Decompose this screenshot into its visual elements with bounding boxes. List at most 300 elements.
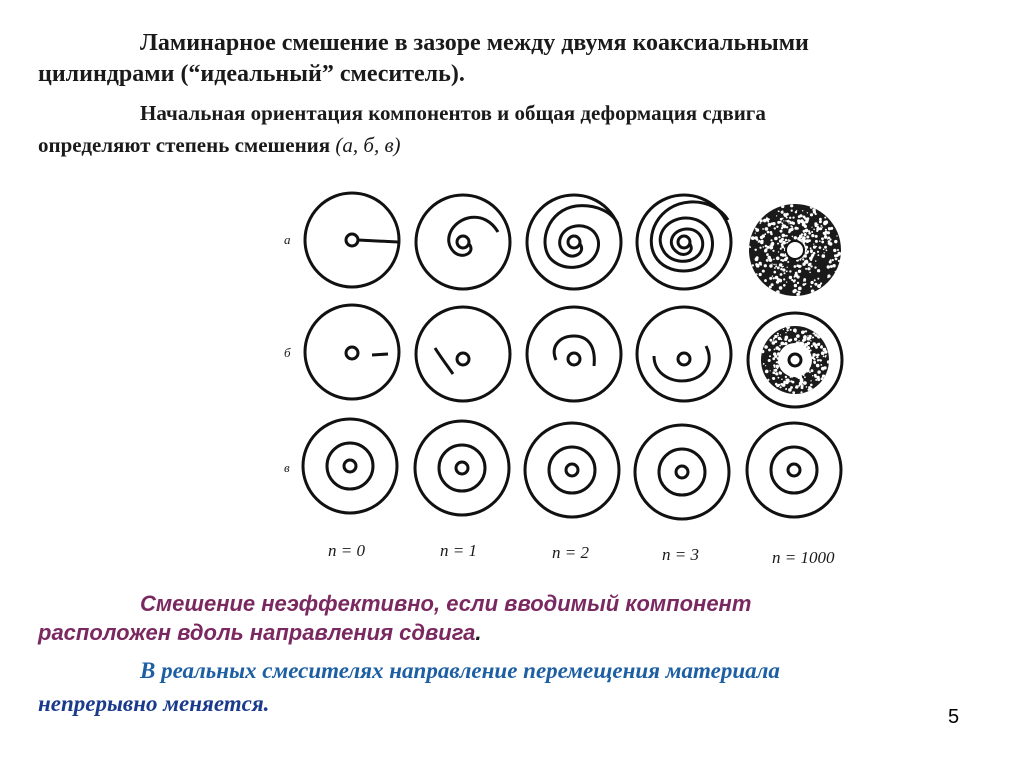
speckle [810, 384, 813, 387]
speckle [814, 353, 816, 355]
slide-title [38, 28, 998, 90]
speckle [795, 331, 797, 333]
speckle [829, 242, 833, 246]
speckle [786, 325, 790, 329]
speckle [781, 238, 784, 241]
speckle [778, 337, 780, 339]
speckle [807, 212, 808, 213]
speckle [834, 240, 837, 243]
speckle [769, 355, 771, 357]
inner-cylinder-b2 [568, 353, 580, 365]
speckle [792, 391, 795, 394]
speckle [806, 231, 807, 232]
note1-line-2 [38, 620, 482, 645]
speckle [779, 279, 783, 283]
speckle [782, 234, 786, 238]
speckle [807, 342, 810, 345]
speckle [764, 233, 766, 235]
row-label-a: а [284, 232, 291, 247]
speckle [811, 234, 814, 237]
speckle [770, 339, 773, 342]
speckle [779, 345, 781, 347]
speckle [790, 339, 793, 342]
speckle [810, 251, 812, 253]
speckle [755, 233, 756, 234]
speckle [821, 345, 823, 347]
outer-cylinder-c3 [635, 425, 729, 519]
speckle [827, 265, 830, 268]
speckle [780, 264, 782, 266]
speckle [790, 329, 792, 331]
speckle [799, 382, 802, 385]
speckle [776, 365, 780, 369]
speckle [817, 284, 821, 288]
speckle [796, 210, 797, 211]
speckle [772, 222, 775, 225]
speckle [789, 217, 791, 219]
speckle [774, 366, 776, 368]
speckle [760, 222, 762, 224]
speckle [769, 264, 772, 267]
speckle [759, 273, 762, 276]
speckle [797, 282, 799, 284]
speckle [799, 265, 801, 267]
speckle [810, 340, 811, 341]
speckle [778, 236, 780, 238]
speckle [769, 286, 772, 289]
column-label-n1: n = 1 [440, 541, 477, 560]
intro-text [38, 97, 998, 161]
speckle [820, 364, 822, 366]
speckle [781, 266, 783, 268]
speckle [808, 347, 810, 349]
speckle [767, 221, 769, 223]
speckle [814, 266, 816, 268]
speckle [785, 376, 787, 378]
speckle [796, 293, 800, 297]
speckle [763, 219, 767, 223]
speckle [820, 359, 822, 361]
speckle [779, 221, 781, 223]
speckle [815, 235, 818, 238]
speckle [767, 256, 771, 260]
speckle [794, 236, 797, 239]
speckle [838, 252, 842, 256]
speckle [795, 385, 798, 388]
speckle [783, 329, 784, 330]
mixed-disc-a4 [749, 204, 842, 296]
inner-cylinder-a2 [568, 236, 580, 248]
speckle [809, 263, 812, 266]
speckle [776, 257, 780, 261]
speckle [827, 360, 830, 363]
speckle [790, 222, 793, 225]
speckle [832, 259, 834, 261]
outer-cylinder-a2 [527, 195, 621, 289]
speckle [768, 231, 769, 232]
speckle [808, 239, 811, 242]
speckle [755, 249, 757, 251]
speckle [781, 205, 784, 208]
speckle [802, 258, 804, 260]
speckle [785, 379, 786, 380]
speckle [790, 228, 793, 231]
speckle [765, 365, 766, 366]
speckle [782, 225, 784, 227]
speckle [823, 249, 825, 251]
speckle [798, 287, 802, 291]
speckle [815, 213, 817, 215]
speckle [776, 290, 780, 294]
speckle [806, 236, 809, 239]
speckle [773, 277, 775, 279]
speckle [788, 223, 789, 224]
speckle [825, 355, 827, 357]
speckle [807, 337, 811, 341]
speckle [810, 206, 813, 209]
speckle [784, 342, 787, 345]
inner-cylinder-a0 [346, 234, 358, 246]
speckle [785, 388, 787, 390]
speckle [803, 335, 807, 339]
speckle [780, 338, 782, 340]
speckle [772, 250, 774, 252]
speckle [774, 349, 776, 351]
middle-ring-c2 [549, 447, 595, 493]
speckle [763, 246, 765, 248]
speckle [838, 260, 840, 262]
speckle [785, 255, 787, 257]
speckle [811, 255, 814, 258]
speckle [781, 379, 783, 381]
speckle [774, 271, 777, 274]
speckle [817, 278, 819, 280]
speckle [814, 345, 816, 347]
speckle [767, 379, 769, 381]
inner-cylinder-a1 [457, 236, 469, 248]
speckle [820, 282, 822, 284]
speckle [822, 375, 825, 378]
speckle [772, 276, 773, 277]
inner-cylinder-c3 [676, 466, 688, 478]
speckle [817, 251, 819, 253]
speckle [783, 220, 784, 221]
speckle [817, 378, 820, 381]
speckle [817, 359, 819, 361]
component-stripe-b1 [435, 348, 453, 374]
speckle [784, 214, 787, 217]
speckle [816, 354, 819, 357]
speckle [808, 389, 810, 391]
speckle [774, 335, 777, 338]
inner-cylinder-b0 [346, 347, 358, 359]
speckle [810, 259, 812, 261]
speckle [797, 275, 800, 278]
inner-cylinder-c0 [344, 460, 356, 472]
speckle [816, 227, 820, 231]
speckle [798, 340, 800, 342]
speckle [817, 269, 820, 272]
speckle [803, 341, 804, 342]
speckle [822, 227, 823, 228]
speckle [804, 255, 806, 257]
speckle [782, 222, 784, 224]
component-spiral-a2 [545, 206, 618, 268]
row-label-b: б [284, 345, 291, 360]
speckle [774, 227, 776, 229]
speckle [749, 246, 751, 248]
speckle [813, 246, 816, 249]
speckle [824, 246, 827, 249]
speckle [759, 247, 761, 249]
speckle [786, 270, 788, 272]
speckle [786, 329, 788, 331]
speckle [755, 263, 758, 266]
speckle [785, 336, 789, 340]
speckle [772, 357, 775, 360]
speckle [793, 280, 795, 282]
speckle [819, 240, 821, 242]
speckle [768, 225, 770, 227]
speckle [768, 359, 771, 362]
speckle [821, 377, 824, 380]
speckle [765, 227, 769, 231]
speckle [765, 248, 767, 250]
speckle [779, 348, 781, 350]
speckle [760, 241, 763, 244]
speckle [833, 249, 836, 252]
speckle [780, 334, 781, 335]
speckle [760, 219, 763, 222]
speckle [785, 220, 787, 222]
speckle [767, 247, 769, 249]
middle-ring-c1 [439, 445, 485, 491]
speckle [835, 271, 837, 273]
title-line-1: Ламинарное смешение в зазоре между двумя коаксиальными [140, 30, 809, 56]
speckle [792, 217, 794, 219]
inner-cylinder-c4 [788, 464, 800, 476]
speckle [768, 349, 771, 352]
speckle [836, 235, 837, 236]
mixed-ring-b4 [761, 325, 830, 394]
speckle [815, 260, 817, 262]
speckle [778, 210, 780, 212]
speckle [779, 286, 783, 290]
speckle [788, 231, 790, 233]
component-stripe-a0 [358, 240, 398, 242]
speckle [787, 261, 789, 263]
speckle [775, 372, 777, 374]
speckle [786, 281, 787, 282]
speckle [762, 228, 764, 230]
speckle [764, 345, 768, 349]
outer-cylinder-c4 [747, 423, 841, 517]
speckle [783, 266, 784, 267]
outer-cylinder-c2 [525, 423, 619, 517]
speckle [824, 350, 827, 353]
inner-cylinder-c2 [566, 464, 578, 476]
speckle [754, 236, 758, 240]
speckle [781, 211, 784, 214]
speckle [770, 370, 771, 371]
inner-cylinder-c1 [456, 462, 468, 474]
intro-line-2-text: определяют степень смешения [38, 133, 336, 157]
speckle [785, 332, 786, 333]
speckle [805, 261, 808, 264]
speckle [814, 334, 817, 337]
speckle [817, 335, 821, 339]
speckle [794, 276, 796, 278]
speckle [806, 240, 808, 242]
speckle [766, 253, 769, 256]
speckle [814, 222, 817, 225]
speckle [786, 226, 788, 228]
column-label-n0: n = 0 [328, 541, 365, 560]
speckle [773, 259, 775, 261]
outer-cylinder-c0 [303, 419, 397, 513]
speckle [813, 244, 814, 245]
speckle [775, 265, 777, 267]
speckle [811, 281, 814, 284]
speckle [835, 258, 838, 261]
speckle [779, 372, 782, 375]
speckle [774, 267, 776, 269]
speckle [803, 280, 804, 281]
speckle [815, 379, 817, 381]
speckle [821, 225, 823, 227]
speckle [780, 218, 783, 221]
speckle [784, 272, 786, 274]
speckle [760, 264, 762, 266]
speckle [751, 236, 755, 240]
speckle [802, 262, 805, 265]
speckle [821, 351, 825, 355]
speckle [813, 229, 815, 231]
speckle [780, 230, 783, 233]
speckle [804, 233, 807, 236]
speckle [819, 218, 822, 221]
speckle [807, 217, 810, 220]
outer-cylinder-a1 [416, 195, 510, 289]
speckle [790, 380, 792, 382]
speckle [791, 279, 793, 281]
speckle [801, 386, 804, 389]
speckle [756, 273, 758, 275]
speckle [809, 272, 811, 274]
speckle [765, 245, 768, 248]
speckle [804, 283, 806, 285]
speckle [768, 219, 770, 221]
speckle [796, 334, 800, 338]
note-inefficient-mixing [38, 589, 998, 647]
speckle [780, 248, 782, 250]
speckle [821, 241, 824, 244]
speckle [811, 345, 813, 347]
speckle [781, 268, 783, 270]
outer-cylinder-b0 [305, 305, 399, 399]
speckle [774, 355, 777, 358]
title-line-2: цилиндрами (“идеальный” смеситель). [38, 61, 465, 87]
speckle [794, 338, 797, 341]
speckle [773, 369, 775, 371]
note1-line-1: Смешение неэффективно, если вводимый компонент [140, 591, 752, 616]
speckle [780, 342, 784, 346]
speckle [774, 340, 777, 343]
speckle [791, 210, 793, 212]
speckle [814, 374, 817, 377]
speckle [824, 252, 825, 253]
speckle [789, 270, 791, 272]
speckle [800, 391, 802, 393]
speckle [790, 204, 793, 207]
speckle [814, 279, 816, 281]
speckle [778, 251, 779, 252]
page-number: 5 [948, 706, 960, 728]
speckle [803, 216, 806, 219]
speckle [824, 235, 827, 238]
speckle [780, 383, 783, 386]
column-label-n3: n = 3 [662, 545, 699, 564]
speckle [780, 273, 783, 276]
intro-variants: (а, б, в) [335, 133, 401, 157]
speckle [794, 265, 797, 268]
speckle [802, 210, 803, 211]
speckle [828, 237, 831, 240]
speckle [830, 259, 832, 261]
speckle [758, 241, 760, 243]
speckle [772, 377, 775, 380]
speckle [780, 386, 782, 388]
speckle [817, 343, 820, 346]
speckle [783, 278, 785, 280]
speckle [792, 226, 794, 228]
speckle [786, 235, 788, 237]
speckle [811, 369, 814, 372]
speckle [837, 249, 839, 251]
speckle [792, 290, 795, 293]
speckle [821, 237, 824, 240]
speckle [777, 333, 779, 335]
speckle [782, 259, 785, 262]
speckle [810, 213, 813, 216]
speckle [766, 259, 769, 262]
speckle [802, 237, 806, 241]
speckle [787, 220, 790, 223]
note-real-mixers [38, 654, 998, 720]
speckle [819, 246, 822, 249]
speckle [810, 265, 812, 267]
intro-line-1: Начальная ориентация компонентов и общая деформация сдвига [140, 101, 766, 125]
speckle [813, 333, 814, 334]
speckle [810, 247, 812, 249]
speckle [798, 270, 801, 273]
speckle [811, 227, 812, 228]
speckle [807, 267, 810, 270]
speckle [822, 254, 826, 258]
speckle [800, 219, 804, 223]
note2-line-2: непрерывно меняется. [38, 691, 270, 716]
mixing-diagram [270, 180, 870, 580]
component-spiral-a1 [449, 217, 498, 255]
speckle [763, 363, 765, 365]
speckle [786, 217, 788, 219]
speckle [810, 286, 812, 288]
speckle [804, 376, 806, 378]
speckle [774, 237, 778, 241]
speckle [769, 245, 770, 246]
speckle [761, 241, 762, 242]
note2-line-1: В реальных смесителях направление перемещения материала [140, 658, 780, 683]
